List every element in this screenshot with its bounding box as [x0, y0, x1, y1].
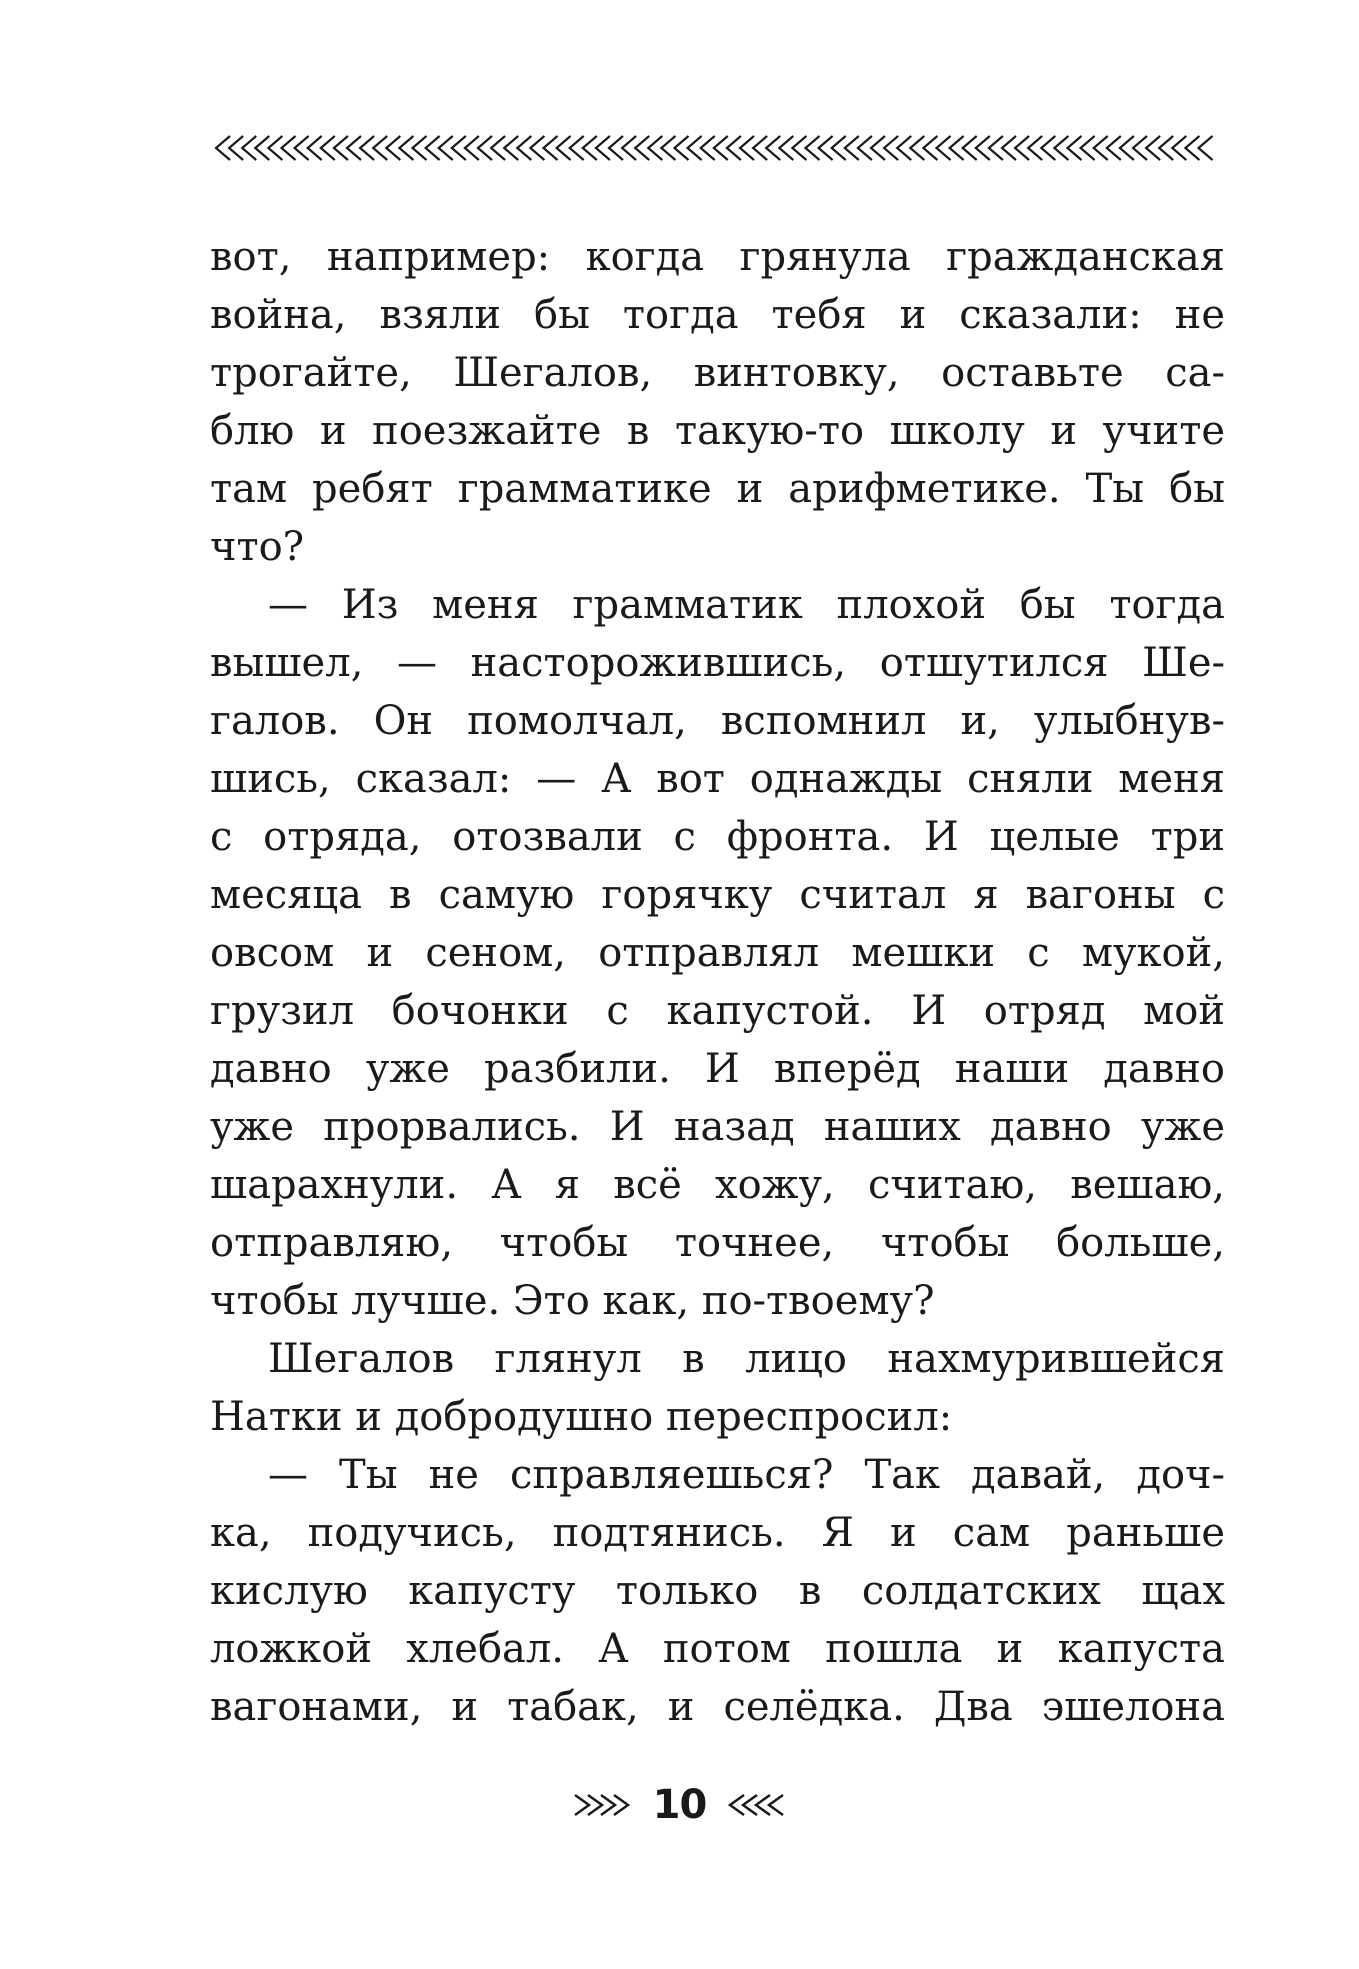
text-line: галов. Он помолчал, вспомнил и, улыбнув- — [210, 698, 1225, 744]
text-line: шись, сказал: — А вот однажды сняли меня — [210, 756, 1225, 802]
text-line: трогайте, Шегалов, винтовку, оставьте са- — [210, 350, 1225, 396]
text-line: — Ты не справляешься? Так давай, доч- — [268, 1452, 1225, 1498]
text-line: блю и поезжайте в такую-то школу и учите — [210, 408, 1225, 454]
text-line: месяца в самую горячку считал я вагоны с — [210, 872, 1225, 918]
text-line: Натки и добродушно переспросил: — [210, 1394, 953, 1440]
chevrons-left-icon — [726, 1790, 786, 1820]
text-line: шарахнули. А я всё хожу, считаю, вешаю, — [210, 1162, 1225, 1208]
text-line: чтобы лучше. Это как, по-твоему? — [210, 1278, 935, 1324]
text-line: ка, подучись, подтянись. Я и сам раньше — [210, 1510, 1225, 1556]
text-line: давно уже разбили. И вперёд наши давно — [210, 1046, 1225, 1092]
text-line: кислую капусту только в солдатских щах — [210, 1568, 1225, 1614]
page-footer — [0, 1775, 1359, 1835]
text-line: — Из меня грамматик плохой бы тогда — [268, 582, 1225, 628]
text-line: Шегалов глянул в лицо нахмурившейся — [268, 1336, 1225, 1382]
text-line: вагонами, и табак, и селёдка. Два эшелона — [210, 1684, 1225, 1730]
text-line: отправляю, чтобы точнее, чтобы больше, — [210, 1220, 1225, 1266]
text-line: вот, например: когда грянула гражданская — [210, 234, 1225, 280]
text-line: там ребят грамматике и арифметике. Ты бы — [210, 466, 1225, 512]
text-line: с отряда, отозвали с фронта. И целые три — [210, 814, 1225, 860]
body-text — [210, 228, 1225, 1736]
text-line: война, взяли бы тогда тебя и сказали: не — [210, 292, 1225, 338]
text-line: грузил бочонки с капустой. И отряд мой — [210, 988, 1225, 1034]
text-line: ложкой хлебал. А потом пошла и капуста — [210, 1626, 1225, 1672]
text-line: овсом и сеном, отправлял мешки с мукой, — [210, 930, 1225, 976]
text-line: что? — [210, 524, 305, 570]
page-number: 10 — [652, 1782, 707, 1828]
chevron-border-ornament — [210, 128, 1225, 168]
text-line: уже прорвались. И назад наших давно уже — [210, 1104, 1225, 1150]
text-line: вышел, — насторожившись, отшутился Ше- — [210, 640, 1225, 686]
chevrons-right-icon — [573, 1790, 633, 1820]
